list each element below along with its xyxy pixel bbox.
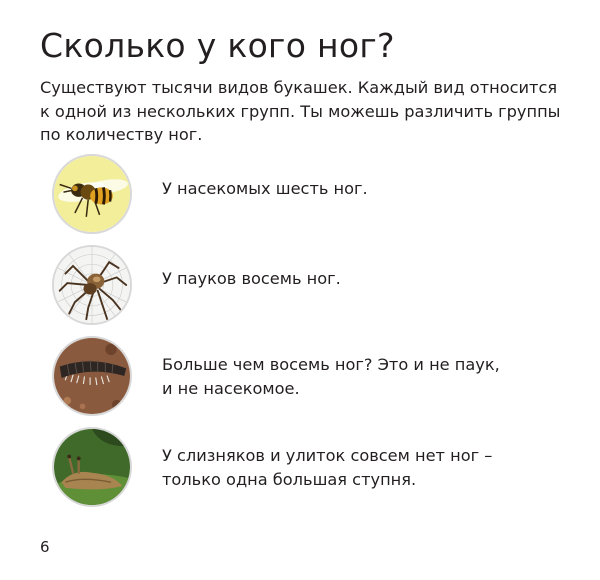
millipede-group-item <box>52 336 572 416</box>
snail-icon <box>52 427 132 507</box>
item-text <box>162 444 492 492</box>
item-text <box>162 353 500 401</box>
item-text-line: У слизняков и улиток совсем нет ног – <box>162 446 493 465</box>
intro-line: к одной из нескольких групп. Ты можешь различить группы <box>40 101 561 121</box>
insect-group-item <box>52 154 572 234</box>
page-title: Сколько у кого ног? <box>40 26 395 65</box>
wasp-icon <box>52 154 132 234</box>
item-text-line: Больше чем восемь ног? Это и не паук, <box>162 355 500 374</box>
item-text <box>162 267 341 291</box>
item-text-line: У пауков восемь ног. <box>162 269 341 288</box>
item-text-line: У насекомых шесть ног. <box>162 179 368 198</box>
slug-snail-group-item <box>52 427 572 507</box>
intro-paragraph <box>40 76 560 147</box>
page-number: 6 <box>40 538 50 556</box>
spider-group-item <box>52 245 572 325</box>
item-text <box>162 177 368 201</box>
item-text-line: и не насекомое. <box>162 379 300 398</box>
millipede-icon <box>52 336 132 416</box>
spider-icon <box>52 245 132 325</box>
intro-line: по количеству ног. <box>40 125 203 144</box>
item-text-line: только одна большая ступня. <box>162 470 417 489</box>
intro-line: Существуют тысячи видов букашек. Каждый вид относится <box>40 78 558 97</box>
